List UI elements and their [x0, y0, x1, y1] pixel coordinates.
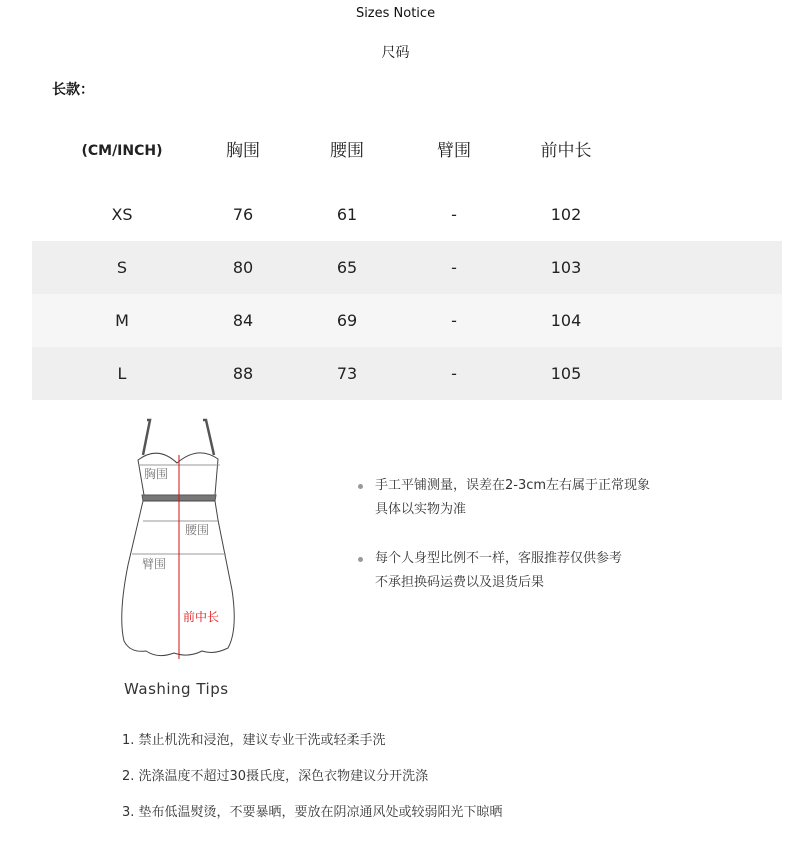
page-subtitle: 尺码 [381, 45, 410, 61]
washing-tip: 3. 垫布低温熨烫，不要暴晒，要放在阴凉通风处或较弱阳光下晾晒 [122, 805, 503, 820]
column-header-front-length: 前中长 [540, 141, 592, 161]
washing-tips-title: Washing Tips [124, 680, 229, 698]
front-length-cell: 104 [550, 311, 582, 330]
note-line: 手工平铺测量，误差在2-3cm左右属于正常现象 [375, 478, 651, 493]
arm-cell: - [451, 205, 457, 224]
dress-skirt [122, 501, 235, 656]
bullet-dot-icon [358, 484, 363, 489]
waist-cell: 65 [336, 258, 358, 277]
left-strap [143, 420, 150, 455]
table-header-row [32, 125, 782, 178]
washing-tip: 2. 洗涤温度不超过30摄氏度，深色衣物建议分开洗涤 [122, 769, 429, 784]
chest-cell: 84 [232, 311, 254, 330]
figure-label-chest: 胸围 [144, 467, 169, 481]
table-row [32, 188, 782, 241]
washing-tip: 1. 禁止机洗和浸泡，建议专业干洗或轻柔手洗 [122, 733, 386, 748]
front-length-cell: 102 [550, 205, 582, 224]
table-row [32, 294, 782, 347]
waist-cell: 69 [336, 311, 358, 330]
table-row [32, 241, 782, 294]
column-header-chest: 胸围 [226, 141, 260, 161]
dress-measurement-figure [110, 415, 250, 665]
waist-cell: 73 [336, 364, 358, 383]
waist-cell: 61 [336, 205, 358, 224]
note-line: 具体以实物为准 [375, 502, 467, 517]
chest-cell: 80 [232, 258, 254, 277]
size-cell: S [116, 258, 128, 277]
chest-cell: 76 [232, 205, 254, 224]
size-cell: L [117, 364, 127, 383]
size-cell: M [115, 311, 129, 330]
recommendation-note [358, 547, 622, 595]
right-strap [203, 420, 214, 455]
figure-label-front-length: 前中长 [183, 610, 220, 624]
figure-label-arm: 臂围 [142, 557, 167, 571]
figure-label-waist: 腰围 [185, 523, 210, 537]
note-line: 不承担换码运费以及退货后果 [375, 575, 545, 590]
page-title: Sizes Notice [355, 6, 436, 21]
section-label: 长款： [52, 82, 94, 98]
column-header-waist: 腰围 [330, 141, 364, 161]
arm-cell: - [451, 258, 457, 277]
front-length-cell: 105 [550, 364, 582, 383]
arm-cell: - [451, 311, 457, 330]
table-row [32, 347, 782, 400]
column-header-unit: (CM/INCH) [81, 143, 163, 159]
column-header-arm: 臂围 [437, 141, 471, 161]
bullet-dot-icon [358, 557, 363, 562]
size-cell: XS [111, 205, 133, 224]
chest-cell: 88 [232, 364, 254, 383]
front-length-cell: 103 [550, 258, 582, 277]
arm-cell: - [451, 364, 457, 383]
measurement-note [358, 474, 650, 522]
note-line: 每个人身型比例不一样，客服推荐仅供参考 [375, 551, 623, 566]
